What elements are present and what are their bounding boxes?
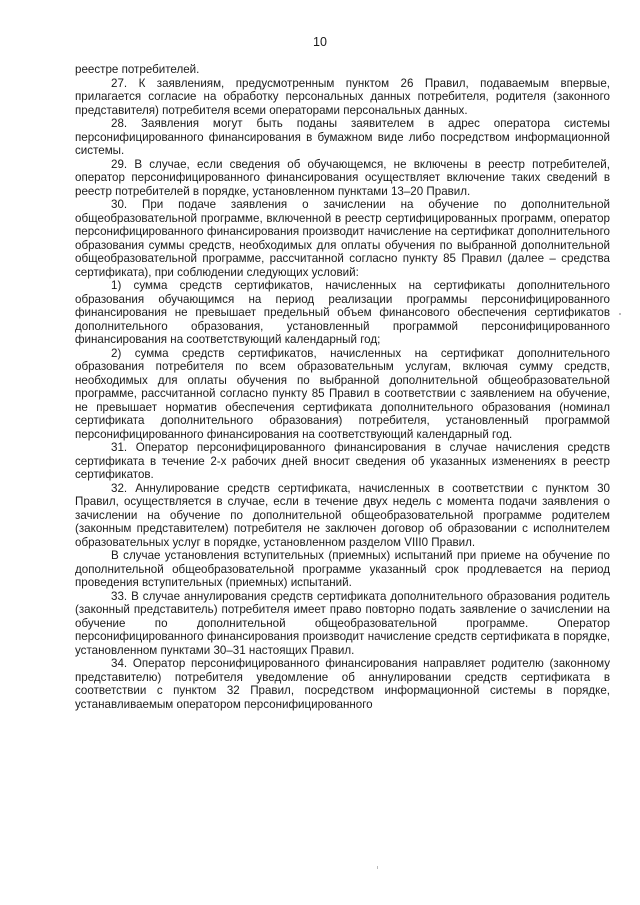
- paragraph-30: 30. При подаче заявления о зачислении на обучение по дополнительной общеобразовательной программе, включенной в реестр сертифицированных программ, оператор персонифицированного финансирования производит начисление на сертификат дополнительного образования суммы средств, необходимых для оплаты обучения по выбранной дополнительной общеобразовательной программе, рассчитанной согласно пункту 85 Правил (далее – средства сертификата), при соблюдении следующих условий:: [75, 198, 610, 279]
- paragraph-29: 29. В случае, если сведения об обучающемся, не включены в реестр потребителей, оператор персонифицированного финансирования осуществляет включение таких сведений в реестр потребителей в порядке, установленном пунктами 13–20 Правил.: [75, 157, 610, 198]
- paragraph-34: 34. Оператор персонифицированного финансирования направляет родителю (законному представителю) потребителя уведомление об аннулировании средств сертификата в соответствии с пунктом 32 Правил, посредством информационной системы в порядке, устанавливаемым оператором персонифицированного: [75, 657, 610, 711]
- paragraph-32-entrance-tests: В случае установления вступительных (приемных) испытаний при приеме на обучение по дополнительной общеобразовательной программе указанный срок продлевается на период проведения вступительных (приемных) испытаний.: [75, 549, 610, 589]
- paragraph-28: 28. Заявления могут быть поданы заявителем в адрес оператора системы персонифицированного финансирования в бумажном виде либо посредством информационной системы.: [75, 117, 610, 157]
- paragraph-27: 27. К заявлениям, предусмотренным пунктом 26 Правил, подаваемым впервые, прилагается согласие на обработку персональных данных потребителя, родителя (законного представителя) потребителя всеми операторами персональных данных.: [75, 76, 610, 117]
- scan-speck: [619, 313, 621, 315]
- scan-speck: [377, 866, 378, 869]
- paragraph-32: 32. Аннулирование средств сертификата, начисленных в соответствии с пунктом 30 Правил, осуществляется в случае, если в течение двух недель с момента подачи заявления о зачислении на обучение по дополнительной общеобразовательной программе родителем (законным представителем) потребителя не заключен договор об образовании с исполнителем образовательных услуг в порядке, установленном разделом VIII0 Правил.: [75, 481, 610, 549]
- page-number: 10: [313, 35, 327, 49]
- paragraph-33: 33. В случае аннулирования средств сертификата дополнительного образования родитель (законный представитель) потребителя имеет право повторно подать заявление о зачислении на обучение по дополнительной общеобразовательной программе. Оператор персонифицированного финансирования производит начисление средств сертификата в порядке, установленном пунктами 30–31 настоящих Правил.: [75, 589, 610, 657]
- paragraph-30-item-1: 1) сумма средств сертификатов, начисленных на сертификаты дополнительного образования обучающимся на период реализации программы персонифицированного финансирования не превышает предельный объем финансового обеспечения сертификатов дополнительного образования, установленный программой персонифицированного финансирования на соответствующий календарный год;: [75, 279, 610, 346]
- paragraph-continuation: реестре потребителей.: [75, 63, 200, 76]
- paragraph-31: 31. Оператор персонифицированного финансирования в случае начисления средств сертификата в течение 2-х рабочих дней вносит сведения об указанных изменениях в реестр сертификатов.: [75, 441, 610, 481]
- paragraph-30-item-2: 2) сумма средств сертификатов, начисленных на сертификат дополнительного образования потребителя по всем образовательным услугам, включая сумму средств, необходимых для оплаты обучения по выбранной дополнительной общеобразовательной программе, рассчитанной согласно пункту 85 Правил в соответствии с заявлением на обучение, не превышает норматив обеспечения сертификата дополнительного образования (номинал сертификата дополнительного образования) потребителя, установленный программой персонифицированного финансирования на соответствующий календарный год.: [75, 346, 610, 441]
- document-body: [75, 63, 610, 711]
